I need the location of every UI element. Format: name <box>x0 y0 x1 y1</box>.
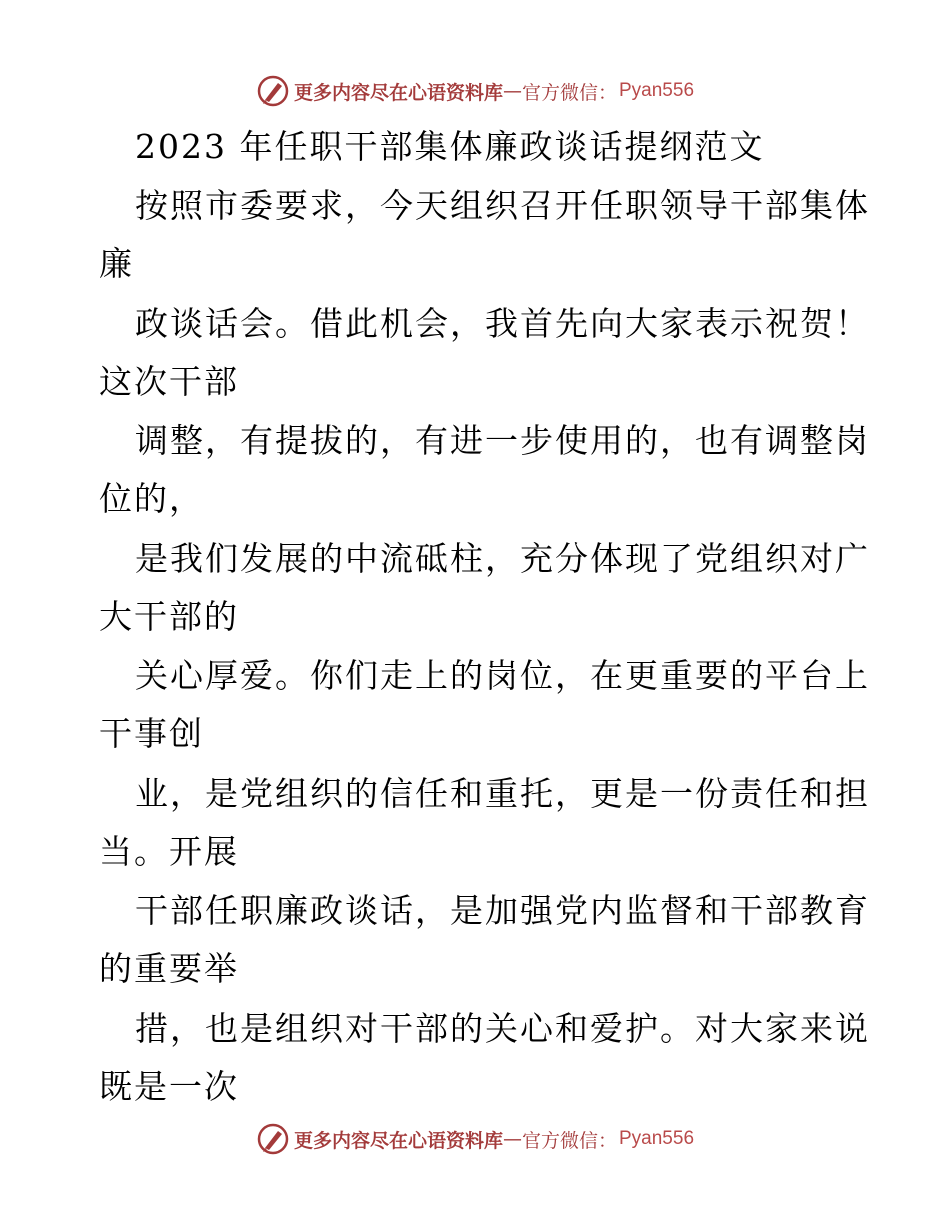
document-line: 这次干部 <box>99 362 239 401</box>
document-line: 廉 <box>99 244 134 283</box>
document-line: 政谈话会。借此机会，我首先向大家表示祝贺！ <box>135 304 870 343</box>
footer-banner <box>0 1119 950 1159</box>
banner-main-text: 更多内容尽在心语资料库 <box>293 81 503 104</box>
document-line: 干部任职廉政谈话，是加强党内监督和干部教育 <box>135 891 870 930</box>
banner-wechat-label: 官方微信： <box>521 81 617 104</box>
banner-separator: — <box>502 1128 522 1150</box>
document-line: 调整，有提拔的，有进一步使用的，也有调整岗 <box>135 421 870 460</box>
banner-wechat-id: Pyan556 <box>619 80 695 101</box>
quill-pen-logo-icon <box>256 74 290 108</box>
document-line: 关心厚爱。你们走上的岗位，在更重要的平台上 <box>135 656 870 695</box>
document-line: 当。开展 <box>99 832 239 871</box>
document-line: 的重要举 <box>99 949 239 988</box>
header-banner <box>0 71 950 111</box>
quill-pen-logo-icon <box>256 1122 290 1156</box>
document-line: 干事创 <box>99 714 204 753</box>
document-line: 按照市委要求，今天组织召开任职领导干部集体 <box>135 186 870 225</box>
document-line: 既是一次 <box>99 1067 239 1106</box>
banner-wechat-label: 官方微信： <box>521 1129 617 1152</box>
document-line: 大干部的 <box>99 597 239 636</box>
document-line: 是我们发展的中流砥柱，充分体现了党组织对广 <box>135 539 870 578</box>
document-line: 措，也是组织对干部的关心和爱护。对大家来说 <box>135 1009 870 1048</box>
document-title: 2023 年任职干部集体廉政谈话提纲范文 <box>135 127 765 166</box>
banner-main-text: 更多内容尽在心语资料库 <box>293 1129 503 1152</box>
document-line: 位的， <box>99 479 204 518</box>
document-line: 业，是党组织的信任和重托，更是一份责任和担 <box>135 774 870 813</box>
banner-wechat-id: Pyan556 <box>619 1128 695 1149</box>
banner-separator: — <box>502 80 522 102</box>
